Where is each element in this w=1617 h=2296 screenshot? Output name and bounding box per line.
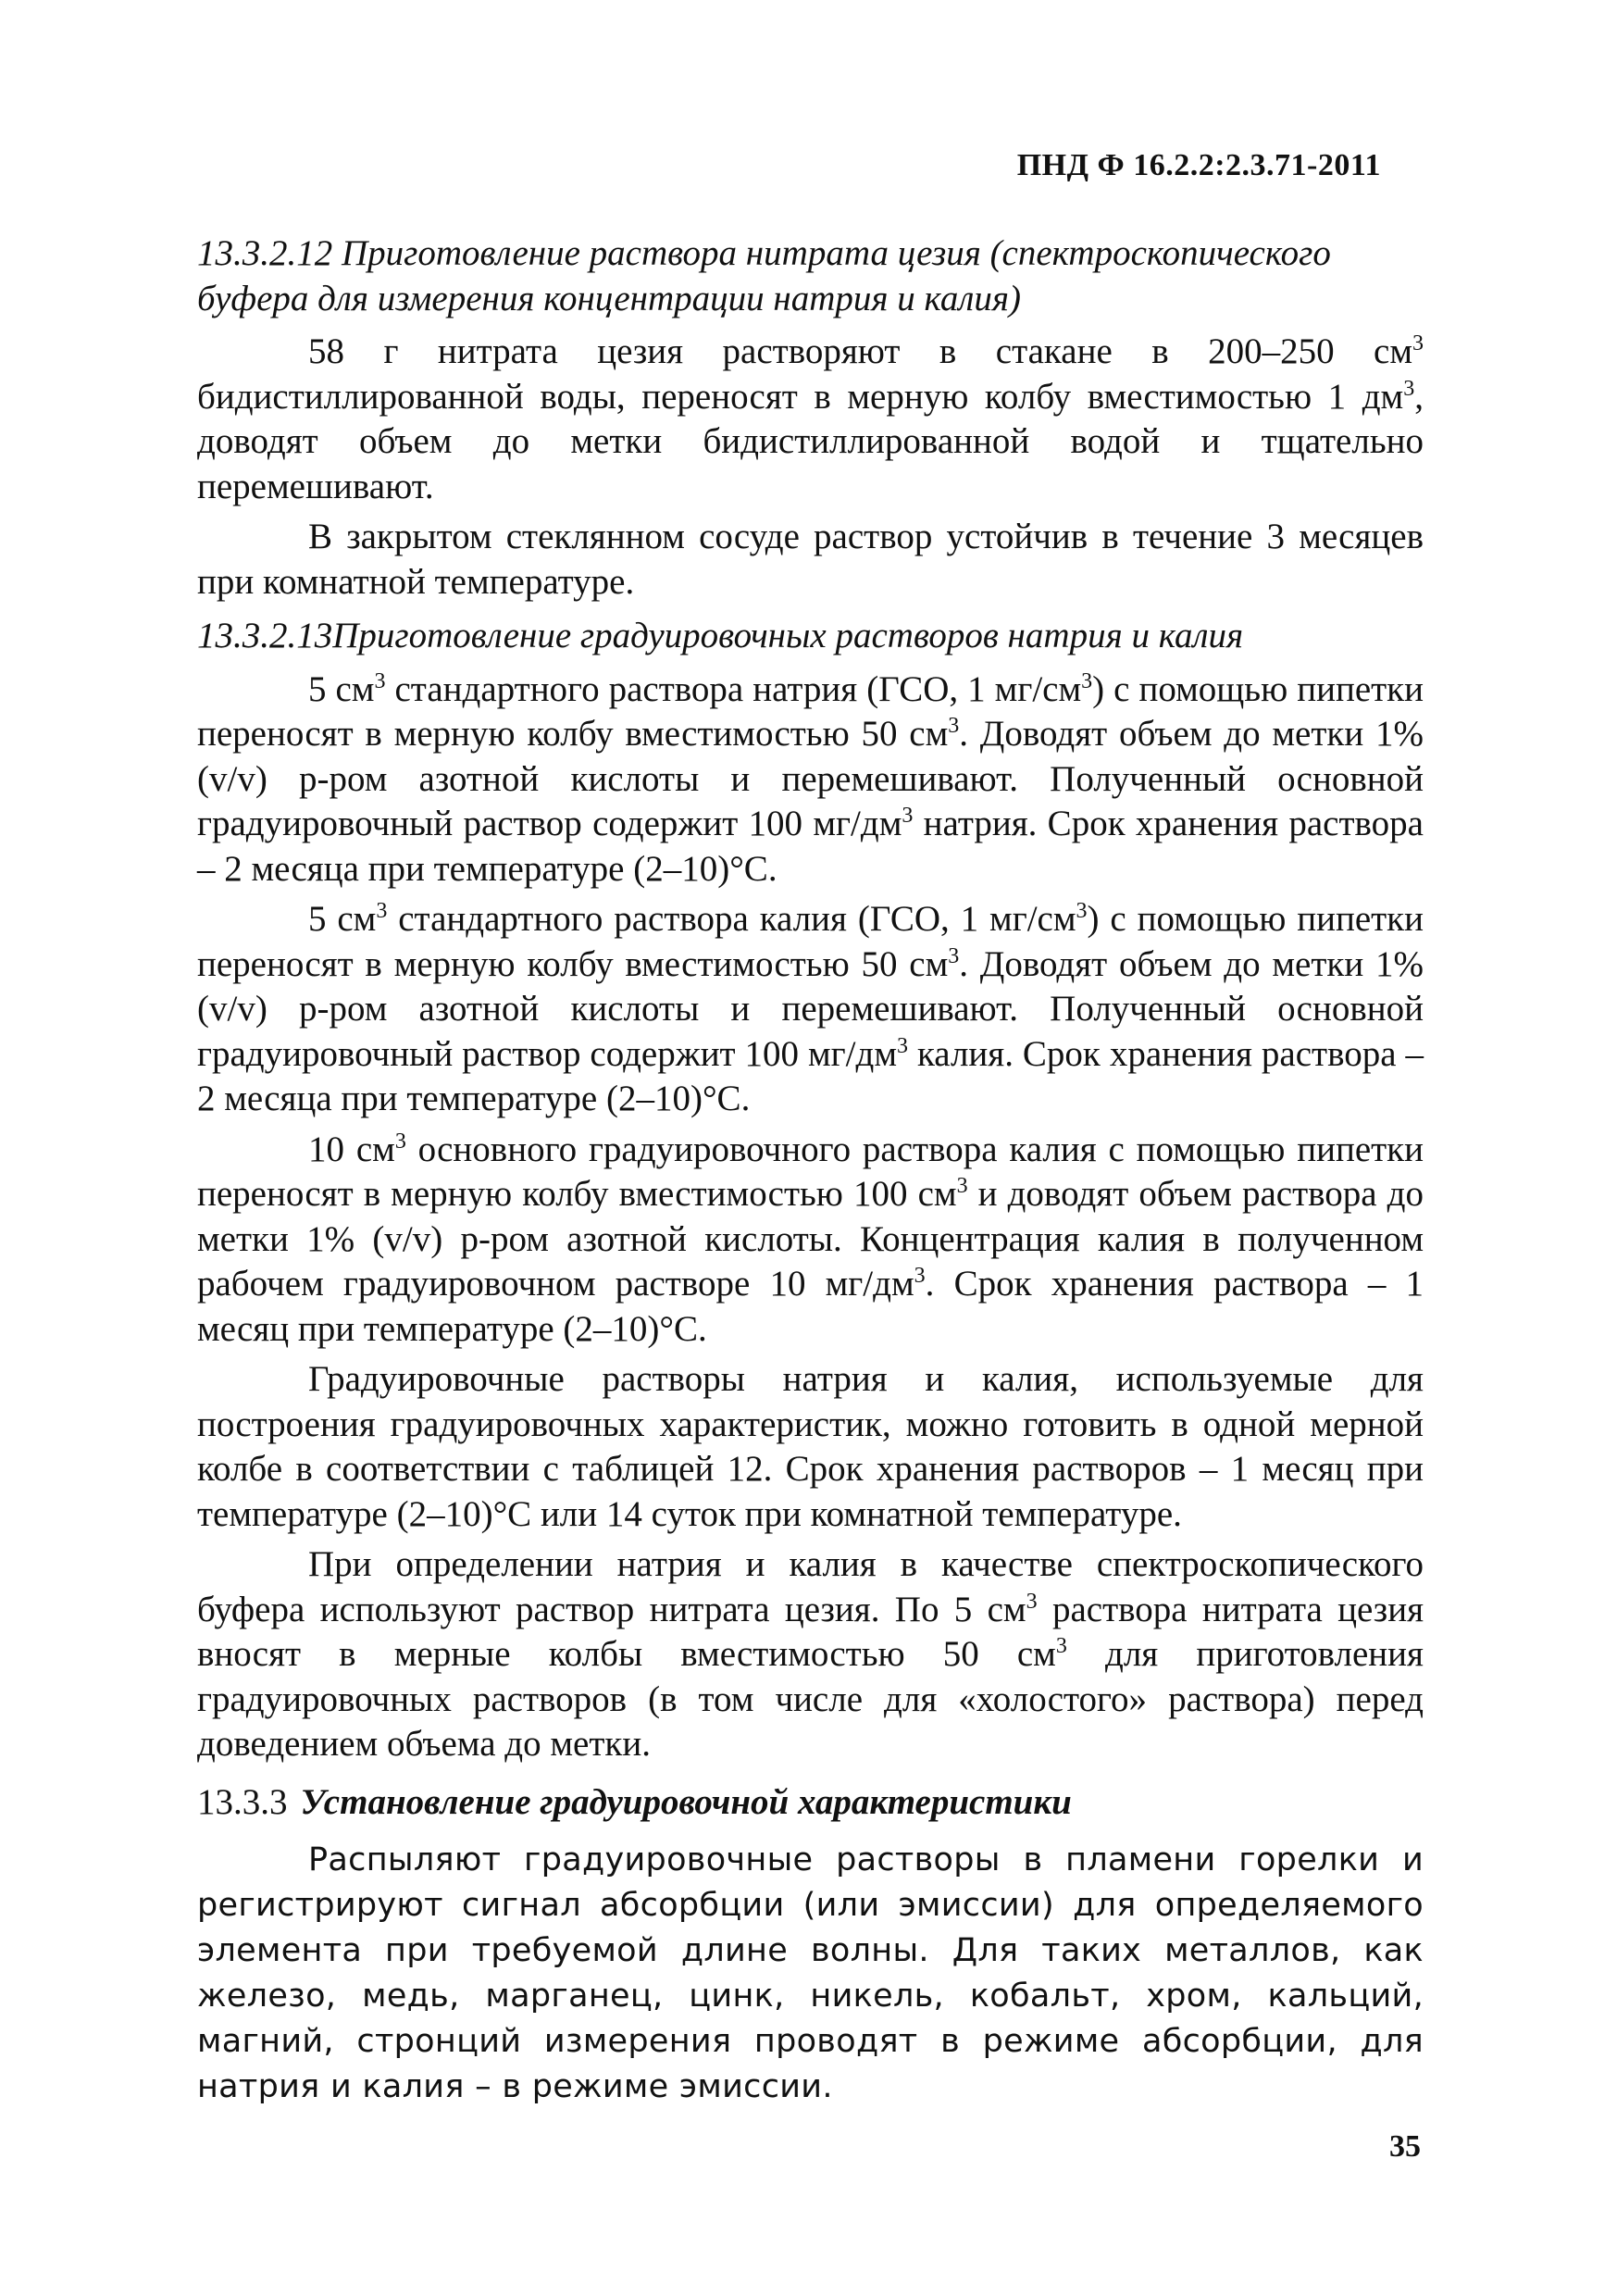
section-12-paragraph-2: В закрытом стеклянном сосуде раствор устойчив в течение 3 месяцев при комнатной температуре. — [197, 517, 1424, 602]
section-12-paragraph-1: 58 г нитрата цезия растворяют в стакане в 200–250 $см^3$ бидистиллированной воды, переносят в мерную колбу вместимостью 1 $дм^3$, доводят объем до метки бидистиллированной водой и тщательно перемешивают. — [197, 331, 1424, 506]
section-13-paragraph-storage: Градуировочные растворы натрия и калия, используемые для построения градуировочных характеристик, можно готовить в одной мерной колбе в соответствии с таблицей 12. Срок хранения растворов – 1 месяц при температуре (2–10)°С или 14 суток при комнатной температуре. — [197, 1359, 1424, 1534]
section-13-3-3-heading — [197, 1780, 1424, 1826]
section-number: 13.3.3 — [197, 1781, 288, 1822]
section-13-3-2-12-title: 13.3.2.12 Приготовление раствора нитрата цезия (спектроскопического буфера для измерения концентрации натрия и калия) — [197, 233, 1331, 318]
section-13-paragraph-sodium: 5 $см^3$ стандартного раствора натрия (ГСО, 1 $мг/см^3$) с помощью пипетки переносят в мерную колбу вместимостью 50 $см^3$. Доводят объем до метки 1%(v/v) р-ром азотной кислоты и перемешивают. Полученный основной градуировочный раствор содержит 100 $мг/дм^3$ натрия. Срок хранения раствора – 2 месяца при температуре (2–10)°С. — [197, 668, 1424, 889]
document-code-header: ПНД Ф 16.2.2:2.3.71-2011 — [1016, 148, 1381, 182]
section-13-3-3-paragraph: Распыляют градуировочные растворы в пламени горелки и регистрируют сигнал абсорбции (или эмиссии) для определяемого элемента при требуемой длине волны. Для таких металлов, как железо, медь, марганец, цинк, никель, кобальт, хром, кальций, магний, стронций измерения проводят в режиме абсорбции, для натрия и калия – в режиме эмиссии. — [197, 1841, 1424, 2105]
section-title: Установление градуировочной характеристики — [300, 1781, 1072, 1822]
section-13-3-2-13-title: 13.3.2.13Приготовление градуировочных растворов натрия и калия — [197, 616, 1244, 655]
page-number: 35 — [1389, 2129, 1421, 2164]
section-13-paragraph-working-solution: 10 $см^3$ основного градуировочного раствора калия с помощью пипетки переносят в мерную колбу вместимостью 100 $см^3$ и доводят объем раствора до метки 1% (v/v) р-ром азотной кислоты. Концентрация калия в полученном рабочем градуировочном растворе 10 $мг/дм^3$. Срок хранения раствора – 1 месяц при температуре (2–10)°С. — [197, 1129, 1424, 1349]
section-13-paragraph-buffer: При определении натрия и калия в качестве спектроскопического буфера используют раствор нитрата цезия. По 5 $см^3$ раствора нитрата цезия вносят в мерные колбы вместимостью 50 $см^3$ для приготовления градуировочных растворов (в том числе для «холостого» раствора) перед доведением объема до метки. — [197, 1544, 1424, 1764]
section-13-paragraph-potassium: 5 $см^3$ стандартного раствора калия (ГСО, 1 $мг/см^3$) с помощью пипетки переносят в мерную колбу вместимостью 50 $см^3$. Доводят объем до метки 1%(v/v) р-ром азотной кислоты и перемешивают. Полученный основной градуировочный раствор содержит 100 $мг/дм^3$ калия. Срок хранения раствора – 2 месяца при температуре (2–10)°С. — [197, 899, 1424, 1118]
page-content — [197, 222, 1424, 2115]
